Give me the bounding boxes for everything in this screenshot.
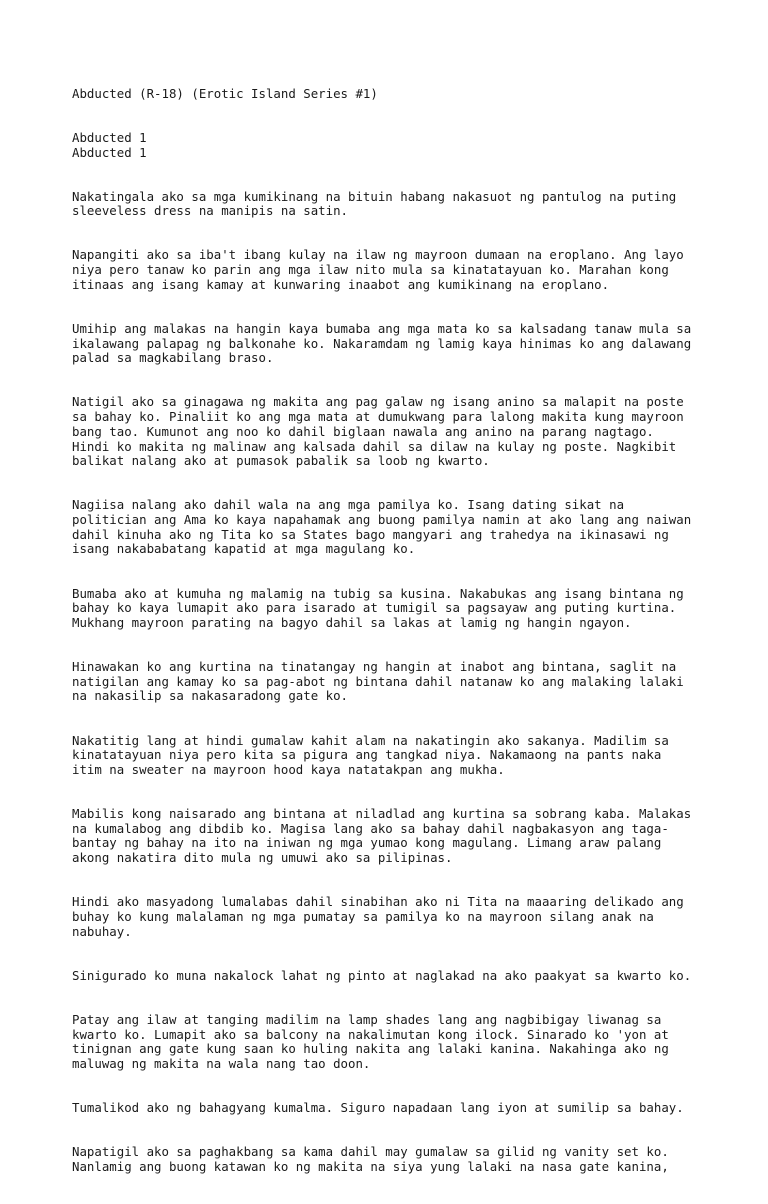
paragraph: Sinigurado ko muna nakalock lahat ng pinto at naglakad na ako paakyat sa kwarto ko. [72, 967, 692, 983]
paragraph: Napangiti ako sa iba't ibang kulay na ilaw ng mayroon dumaan na eroplano. Ang layo niya pero tanaw ko parin ang mga ilaw nito mula sa kinatatayuan ko. Marahan kong itinaas ang isang kamay at kunwaring inaabot ang kumikinang na eroplano. [72, 247, 684, 292]
paragraph: Tumalikod ako ng bahagyang kumalma. Siguro napadaan lang iyon at sumilip sa bahay. [72, 1100, 684, 1115]
chapter-heading [72, 131, 722, 160]
paragraph: Nagiisa nalang ako dahil wala na ang mga pamilya ko. Isang dating sikat na politician ang Ama ko kaya napahamak ang buong pamilya namin at ako lang ang naiwan dahil kinuha ako ng Tita ko sa States bago mangyari ang trahedya na ikinasawi ng isang nakababatang kapatid at mga magulang ko. [72, 497, 692, 557]
paragraph: Natigil ako sa ginagawa ng makita ang pag galaw ng isang anino sa malapit na poste sa bahay ko. Pinaliit ko ang mga mata at dumukwang para lalong makita kung mayroon bang tao. Kumunot ang noo ko dahil biglaan nawala ang anino na parang nagtago. Hindi ko makita ng malinaw ang kalsada dahil sa dilaw na kulay ng poste. Nagkibit balikat nalang ako at pumasok pabalik sa loob ng kwarto. [72, 394, 684, 469]
document-page [72, 72, 722, 1204]
document-title: Abducted (R-18) (Erotic Island Series #1) [72, 85, 378, 101]
paragraph: Nakatitig lang at hindi gumalaw kahit alam na nakatingin ako sakanya. Madilim sa kinatatayuan niya pero kita sa pigura ang tangkad niya. Nakamaong na pants naka itim na sweater na mayroon hood kaya natatakpan ang mukha. [72, 732, 669, 777]
paragraph: Nakatingala ako sa mga kumikinang na bituin habang nakasuot ng pantulog na puting sleeveless dress na manipis na satin. [72, 188, 677, 219]
paragraph: Napatigil ako sa paghakbang sa kama dahil may gumalaw sa gilid ng vanity set ko. Nanlamig ang buong katawan ko ng makita na siya yung lalaki na nasa gate kanina, [72, 1144, 669, 1174]
paragraph: Patay ang ilaw at tanging madilim na lamp shades lang ang nagbibigay liwanag sa kwarto ko. Lumapit ako sa balcony na nakalimutan kong ilock. Sinarado ko 'yon at tinignan ang gate kung saan ko huling nakita ang lalaki kanina. Nakahinga ako ng maluwag ng makita na wala nang tao doon. [72, 1011, 669, 1071]
paragraph: Hinawakan ko ang kurtina na tinatangay ng hangin at inabot ang bintana, saglit na natigilan ang kamay ko sa pag-abot ng bintana dahil natanaw ko ang malaking lalaki na nakasilip sa nakasaradong gate ko. [72, 659, 684, 704]
paragraph: Mabilis kong naisarado ang bintana at niladlad ang kurtina sa sobrang kaba. Malakas na kumalabog ang dibdib ko. Magisa lang ako sa bahay dahil nagbakasyon ang taga- bantay ng bahay na ito na iniwan ng mga yumao kong magulang. Limang araw palang akong nakatira dito mula ng umuwi ako sa pilipinas. [72, 806, 692, 866]
chapter-line: Abducted 1 [72, 144, 147, 160]
paragraph: Umihip ang malakas na hangin kaya bumaba ang mga mata ko sa kalsadang tanaw mula sa ikalawang palapag ng balkonahe ko. Nakaramdam ng lamig kaya hinimas ko ang dalawang palad sa magkabilang braso. [72, 320, 692, 366]
paragraph: Bumaba ako at kumuha ng malamig na tubig sa kusina. Nakabukas ang isang bintana ng bahay ko kaya lumapit ako para isarado at tumigil sa pagsayaw ang puting kurtina. Mukhang mayroon parating na bagyo dahil sa lakas at lamig ng hangin ngayon. [72, 585, 684, 630]
chapter-line: Abducted 1 [72, 129, 147, 145]
paragraph: Hindi ako masyadong lumalabas dahil sinabihan ako ni Tita na maaaring delikado ang buhay ko kung malalaman ng mga pumatay sa pamilya ko na mayroon silang anak na nabuhay. [72, 894, 684, 939]
